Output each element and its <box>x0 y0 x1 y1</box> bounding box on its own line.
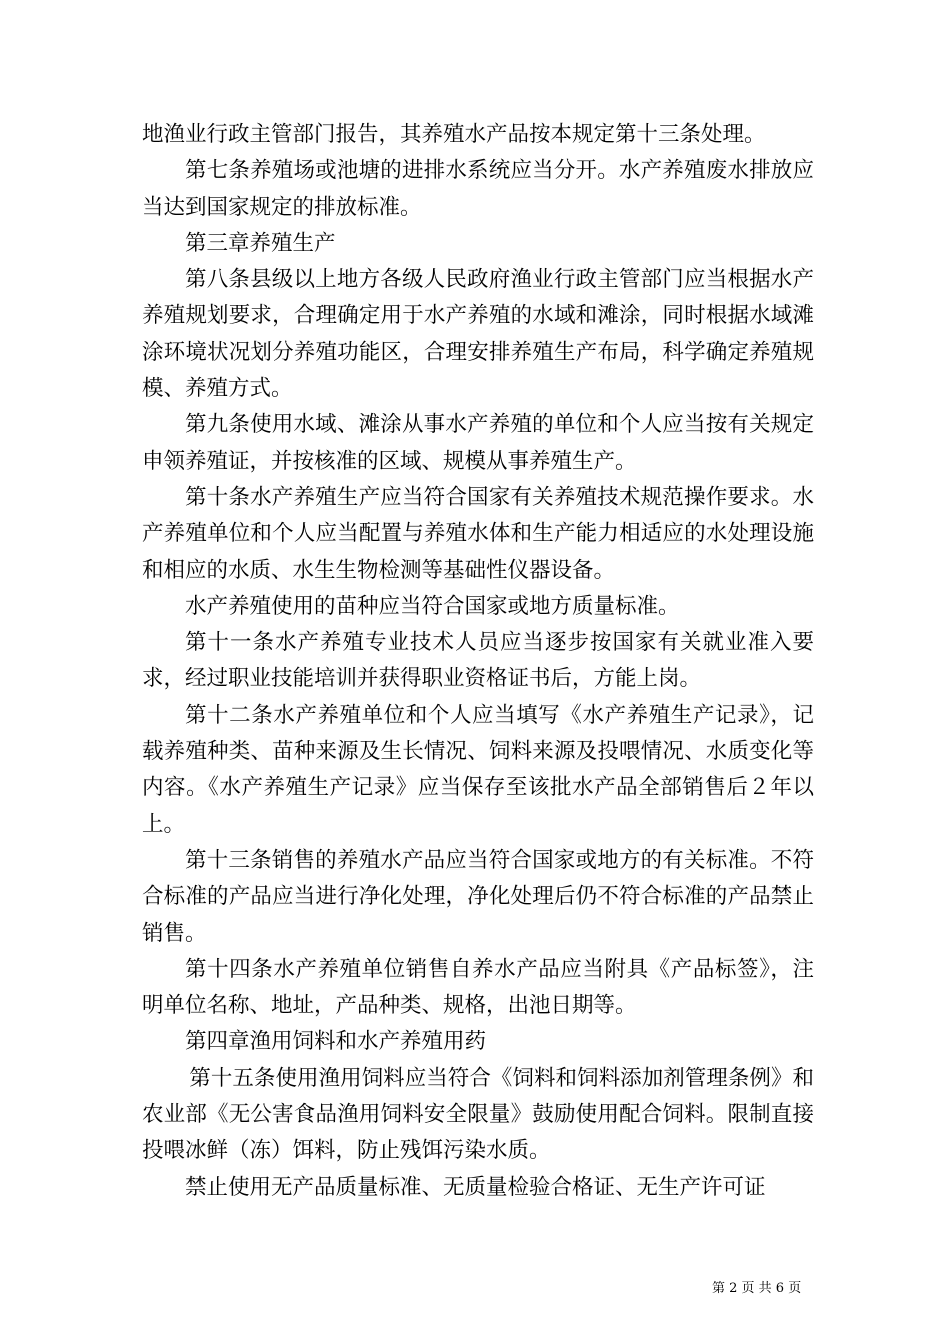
paragraph-seed-standard: 水产养殖使用的苗种应当符合国家或地方质量标准。 <box>185 593 680 619</box>
paragraph-article-11: 第十一条水产养殖专业技术人员应当逐步按国家有关就业准入要求，经过职业技能培训并获得职业资格证书后，方能上岗。 <box>142 630 814 692</box>
paragraph-continuation: 地渔业行政主管部门报告，其养殖水产品按本规定第十三条处理。 <box>142 122 766 147</box>
paragraph-article-10: 第十条水产养殖生产应当符合国家有关养殖技术规范操作要求。水产养殖单位和个人应当配置与养殖水体和生产能力相适应的水处理设施和相应的水质、水生生物检测等基础性仪器设备。 <box>142 484 814 583</box>
paragraph-article-7: 第七条养殖场或池塘的进排水系统应当分开。水产养殖废水排放应当达到国家规定的排放标准。 <box>142 158 814 220</box>
paragraph-article-14: 第十四条水产养殖单位销售自养水产品应当附具《产品标签》，注明单位名称、地址，产品种类、规格，出池日期等。 <box>142 956 814 1019</box>
chapter-heading-3: 第三章养殖生产 <box>185 230 336 256</box>
chapter-heading-4: 第四章渔用饲料和水产养殖用药 <box>185 1029 487 1055</box>
paragraph-article-15: 第十五条使用渔用饲料应当符合《饲料和饲料添加剂管理条例》和农业部《无公害食品渔用饲料安全限量》鼓励使用配合饲料。限制直接投喂冰鲜（冻）饵料，防止残饵污染水质。 <box>142 1065 814 1164</box>
paragraph-article-13: 第十三条销售的养殖水产品应当符合国家或地方的有关标准。不符合标准的产品应当进行净化处理，净化处理后仍不符合标准的产品禁止销售。 <box>142 847 814 946</box>
document-body <box>142 117 814 1206</box>
paragraph-article-9: 第九条使用水域、滩涂从事水产养殖的单位和个人应当按有关规定申领养殖证，并按核准的区域、规模从事养殖生产。 <box>142 412 814 474</box>
paragraph-prohibition: 禁止使用无产品质量标准、无质量检验合格证、无生产许可证 <box>185 1174 766 1200</box>
paragraph-article-8: 第八条县级以上地方各级人民政府渔业行政主管部门应当根据水产养殖规划要求，合理确定用于水产养殖的水域和滩涂，同时根据水域滩涂环境状况划分养殖功能区，合理安排养殖生产布局，科学确定养殖规模、养殖方式。 <box>142 267 814 402</box>
page-number-footer: 第 2 页 共 6 页 <box>712 1281 802 1296</box>
paragraph-article-12: 第十二条水产养殖单位和个人应当填写《水产养殖生产记录》，记载养殖种类、苗种来源及生长情况、饲料来源及投喂情况、水质变化等内容。《水产养殖生产记录》应当保存至该批水产品全部销售后２年以上。 <box>142 702 814 837</box>
